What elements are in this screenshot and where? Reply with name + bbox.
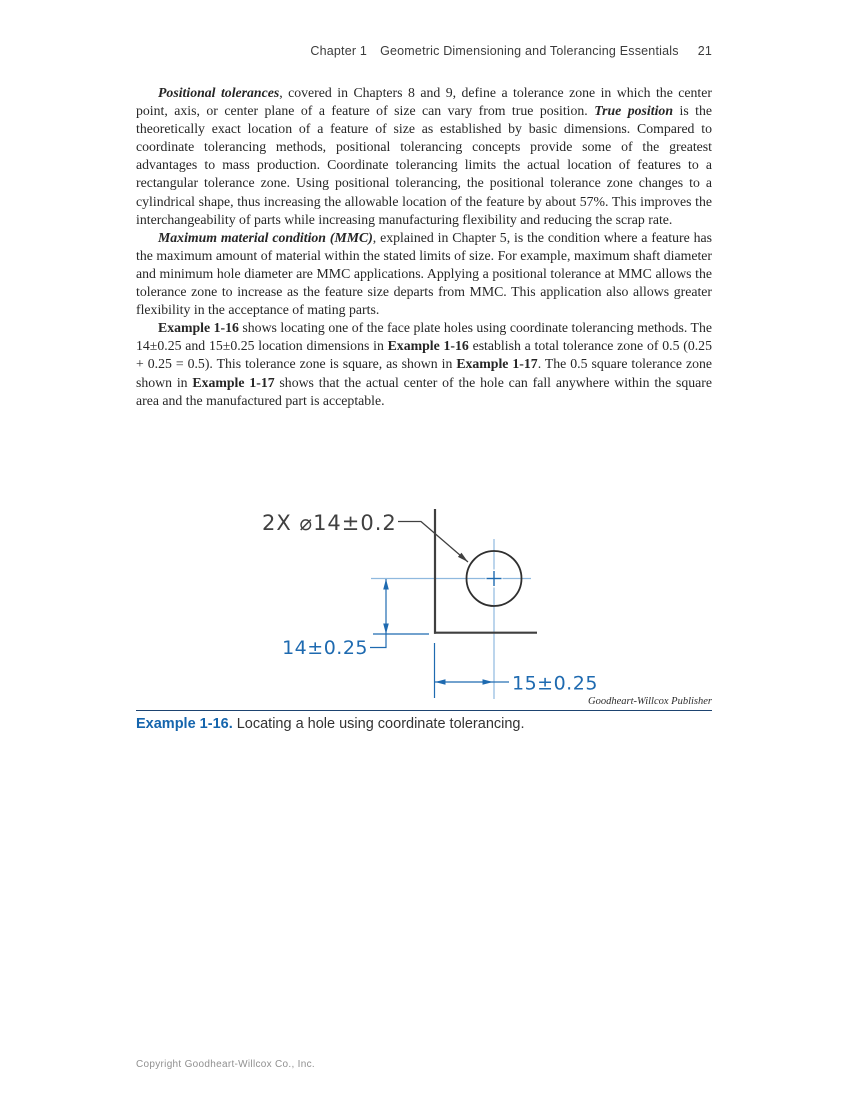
body-paragraphs <box>136 84 712 410</box>
dimension-arrow-left <box>435 679 446 684</box>
text-run: establish a total tolerance zone of 0.5 (0.25 + 0.25 = 0.5). This tolerance zone is square, as shown in <box>136 338 712 372</box>
dimension-arrow-down <box>383 624 389 635</box>
text-run: is the theoretically exact location of a feature of size as established by basic dimensions. Compared to coordinate tolerancing methods, positional tolerancing concepts provide some of the greatest advantages to mass production. Coordinate tolerancing limits the actual location of features to a rectangular tolerance zone. Using positional tolerancing, the positional tolerance zone changes to a cylindrical shape, thus increasing the allowable location of the feature by about 57%. This improves the interchangeability of parts while increasing manufacturing flexibility and reducing the scrap rate. <box>136 103 713 227</box>
text-run: Example 1-17 <box>192 374 275 390</box>
text-run: , explained in Chapter 5, is the condition where a feature has the maximum amount of material within the stated limits of size. For example, maximum shaft diameter and minimum hole diameter are MMC applications. Applying a positional tolerance at MMC allows the tolerance zone to increase as the feature size departs from MMC. This application also allows greater flexibility in the acceptance of mating parts. <box>136 229 712 318</box>
caption-label: Example 1-16. <box>136 716 233 732</box>
header-page-number: 21 <box>697 44 712 58</box>
leader-line <box>398 522 468 563</box>
text-run: Example 1-16 <box>387 338 469 354</box>
vertical-dimension-leader <box>370 634 386 648</box>
header-title: Geometric Dimensioning and Tolerancing Essentials <box>380 44 679 58</box>
figure-drawing <box>255 505 715 705</box>
text-run: True position <box>594 103 674 119</box>
vertical-dimension-label: 14±0.25 <box>282 637 368 659</box>
text-run: shows that the actual center of the hole can fall anywhere within the square area and the manufactured part is acceptable. <box>136 374 712 408</box>
hole-callout-label: 2X ⌀14±0.2 <box>262 511 397 535</box>
horizontal-dimension-label: 15±0.25 <box>512 672 598 695</box>
caption-text: Locating a hole using coordinate tolerancing. <box>236 716 525 732</box>
header-chapter-label: Chapter 1 <box>310 44 368 58</box>
footer-copyright: Copyright Goodheart-Willcox Co., Inc. <box>136 1059 315 1070</box>
text-run: Example 1-16 <box>158 320 239 336</box>
page-header <box>136 44 712 58</box>
figure-attribution: Goodheart-Willcox Publisher <box>588 696 712 707</box>
figure-rule <box>136 710 712 711</box>
text-run: shows locating one of the face plate holes using coordinate tolerancing methods. The 14±0.25 and 15±0.25 location dimensions in <box>136 320 712 354</box>
paragraph <box>136 319 712 409</box>
text-run: Maximum material condition (MMC) <box>158 229 373 245</box>
text-run: Positional tolerances <box>158 85 280 100</box>
text-run: Example 1-17 <box>456 356 538 372</box>
dimension-arrow-right <box>483 679 494 684</box>
text-run: . The 0.5 square tolerance zone shown in <box>136 356 712 390</box>
dimension-arrow-up <box>383 579 389 590</box>
figure-caption <box>136 716 712 732</box>
paragraph <box>136 229 712 319</box>
text-run: , covered in Chapters 8 and 9, define a tolerance zone in which the center point, axis, or center plane of a feature of size can vary from true position. <box>136 85 712 119</box>
paragraph <box>136 84 712 229</box>
